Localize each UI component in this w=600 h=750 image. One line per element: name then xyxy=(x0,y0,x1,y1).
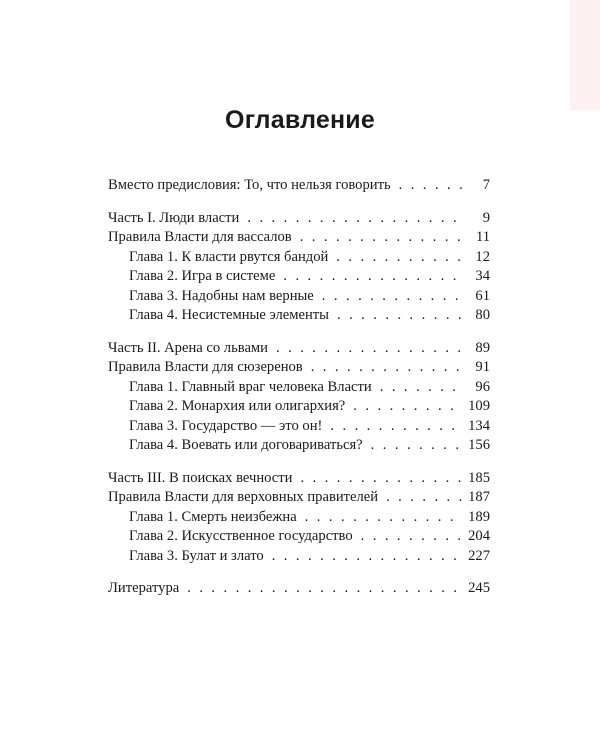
dot-leader xyxy=(361,527,462,547)
toc-page-number: 109 xyxy=(468,398,490,414)
toc-page-number: 91 xyxy=(475,359,490,375)
dot-leader xyxy=(311,358,464,378)
toc-entry-title: Глава 2. Монархия или олигархия? xyxy=(129,398,346,414)
toc-chapter-entry xyxy=(108,508,490,528)
toc-page-number: 7 xyxy=(482,177,490,193)
toc-page-number: 11 xyxy=(475,229,490,245)
dot-leader xyxy=(300,228,464,248)
toc-chapter-entry xyxy=(108,436,490,456)
toc-chapter-entry xyxy=(108,287,490,307)
toc-page-number: 227 xyxy=(468,547,490,564)
dot-leader xyxy=(247,209,464,229)
toc-entry-title: Правила Власти для вассалов xyxy=(108,229,292,245)
toc-page-number: 80 xyxy=(475,307,490,323)
dot-leader xyxy=(399,176,464,196)
toc-entry-title: Литература xyxy=(108,580,180,596)
toc-chapter-entry xyxy=(108,306,490,326)
toc-chapter-entry xyxy=(108,267,490,287)
toc-page-number: 187 xyxy=(468,489,490,505)
toc-entry-title: Глава 3. Надобны нам верные xyxy=(129,287,314,304)
toc-page-number: 185 xyxy=(468,469,490,486)
toc-entry-title: Глава 4. Несистемные элементы xyxy=(129,307,329,323)
toc-entry-title: Вместо предисловия: То, что нельзя говорить xyxy=(108,177,391,193)
table-of-contents xyxy=(108,176,490,612)
dot-leader xyxy=(187,579,462,599)
toc-section-entry xyxy=(108,209,490,229)
toc-entry-title: Глава 1. Смерть неизбежна xyxy=(129,508,297,525)
toc-chapter-entry xyxy=(108,417,490,437)
toc-entry-title: Правила Власти для сюзеренов xyxy=(108,359,303,375)
dot-leader xyxy=(371,436,462,456)
toc-entry-title: Глава 4. Воевать или договариваться? xyxy=(129,437,363,453)
toc-chapter-entry xyxy=(108,248,490,268)
toc-section-entry xyxy=(108,176,490,196)
dot-leader xyxy=(305,508,462,528)
toc-chapter-entry xyxy=(108,397,490,417)
page-edge-tint xyxy=(570,0,600,110)
dot-leader xyxy=(380,378,464,398)
toc-entry-title: Правила Власти для верховных правителей xyxy=(108,489,379,505)
dot-leader xyxy=(276,339,464,359)
toc-group xyxy=(108,209,490,326)
toc-page-number: 34 xyxy=(475,268,490,284)
toc-entry-title: Глава 2. Искусственное государство xyxy=(129,528,353,544)
toc-page-number: 204 xyxy=(468,528,490,544)
toc-entry-title: Глава 2. Игра в системе xyxy=(129,268,276,284)
toc-entry-title: Часть I. Люди власти xyxy=(108,209,240,226)
dot-leader xyxy=(336,248,464,268)
dot-leader xyxy=(337,306,464,326)
toc-chapter-entry xyxy=(108,378,490,398)
toc-chapter-entry xyxy=(108,547,490,567)
toc-section-entry xyxy=(108,228,490,248)
toc-section-entry xyxy=(108,469,490,489)
toc-section-entry xyxy=(108,488,490,508)
dot-leader xyxy=(353,397,462,417)
toc-group xyxy=(108,176,490,196)
toc-section-entry xyxy=(108,339,490,359)
toc-page-number: 89 xyxy=(475,339,490,356)
toc-group xyxy=(108,469,490,567)
toc-chapter-entry xyxy=(108,527,490,547)
toc-page-number: 156 xyxy=(468,437,490,453)
toc-entry-title: Глава 3. Булат и злато xyxy=(129,547,264,564)
toc-entry-title: Глава 1. К власти рвутся бандой xyxy=(129,248,329,265)
toc-page-number: 245 xyxy=(468,580,490,596)
toc-page-number: 134 xyxy=(468,417,490,434)
dot-leader xyxy=(300,469,462,489)
toc-section-entry xyxy=(108,579,490,599)
toc-group xyxy=(108,339,490,456)
toc-entry-title: Часть III. В поисках вечности xyxy=(108,469,293,486)
toc-entry-title: Часть II. Арена со львами xyxy=(108,339,268,356)
dot-leader xyxy=(283,267,464,287)
toc-group xyxy=(108,579,490,599)
dot-leader xyxy=(322,287,464,307)
toc-section-entry xyxy=(108,358,490,378)
toc-page-number: 12 xyxy=(475,248,490,265)
toc-entry-title: Глава 3. Государство — это он! xyxy=(129,417,323,434)
toc-entry-title: Глава 1. Главный враг человека Власти xyxy=(129,378,372,395)
toc-page-number: 9 xyxy=(482,209,490,226)
dot-leader xyxy=(386,488,462,508)
toc-page-number: 61 xyxy=(475,287,490,304)
toc-page-number: 189 xyxy=(468,508,490,525)
dot-leader xyxy=(330,417,462,437)
dot-leader xyxy=(272,547,462,567)
toc-page-number: 96 xyxy=(475,378,490,395)
page-title: Оглавление xyxy=(225,106,375,134)
